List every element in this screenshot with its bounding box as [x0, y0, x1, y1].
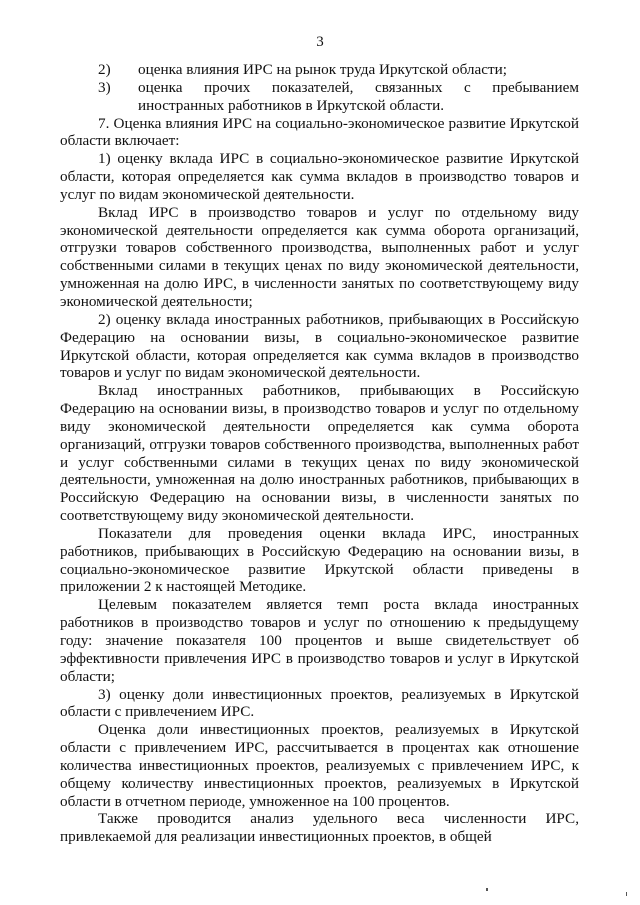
- paragraph: Вклад иностранных работников, прибывающих в Российскую Федерацию на основании визы, в производство товаров и услуг по отдельному виду экономической деятельности определяется как сумма оборота организаций, отгрузки товаров собственного производства, выполненных работ и услуг собственными силами в текущих ценах по виду экономической деятельности, умноженная на долю иностранных работников, прибывающих в Российскую Федерацию на основании визы, в численности занятых по соответствующему виду экономической деятельности.: [60, 382, 579, 525]
- paragraph: Целевым показателем является темп роста вклада иностранных работников в производство товаров и услуг по отношению к предыдущему году: значение показателя 100 процентов и выше свидетельствует об эффективности привлечения ИРС в производство товаров и услуг в Иркутской области;: [60, 596, 579, 685]
- paragraph: Также проводится анализ удельного веса численности ИРС, привлекаемой для реализации инвестиционных проектов, в общей: [60, 810, 579, 846]
- paragraph: 3) оценку доли инвестиционных проектов, реализуемых в Иркутской области с привлечением ИРС.: [60, 685, 579, 721]
- list-item-3: [60, 79, 579, 115]
- paragraph: Оценка доли инвестиционных проектов, реализуемых в Иркутской области с привлечением ИРС, рассчитывается в процентах как отношение количества инвестиционных проектов, реализуемых с привлечением ИРС, к общему количеству инвестиционных проектов, реализуемых в Иркутской области в отчетном периоде, умноженное на 100 процентов.: [60, 721, 579, 810]
- page-number: 3: [316, 34, 324, 50]
- list-item-number: 3): [98, 78, 111, 96]
- scan-artifact: [486, 888, 488, 891]
- paragraph: Показатели для проведения оценки вклада ИРС, иностранных работников, прибывающих в Российскую Федерацию на основании визы, в социально-экономическое развитие Иркутской области приведены в приложении 2 к настоящей Методике.: [60, 524, 579, 596]
- document-body: [60, 61, 579, 846]
- list-item-2: [60, 61, 579, 79]
- paragraph: 1) оценку вклада ИРС в социально-экономическое развитие Иркутской области, которая определяется как сумма вкладов в производство товаров и услуг по видам экономической деятельности.: [60, 150, 579, 203]
- scan-artifact: [626, 892, 627, 896]
- paragraph: Вклад ИРС в производство товаров и услуг по отдельному виду экономической деятельности определяется как сумма оборота организаций, отгрузки товаров собственного производства, выполненных работ и услуг собственными силами в текущих ценах по виду экономической деятельности, умноженная на долю ИРС, в численности занятых по соответствующему виду экономической деятельности;: [60, 203, 579, 310]
- list-item-text: оценка прочих показателей, связанных с пребыванием иностранных работников в Иркутской области.: [138, 78, 579, 114]
- paragraph: 2) оценку вклада иностранных работников, прибывающих в Российскую Федерацию на основании визы, в социально-экономическое развитие Иркутской области, которая определяется как сумма вкладов в производство товаров и услуг по видам экономической деятельности.: [60, 310, 579, 382]
- list-item-number: 2): [98, 61, 111, 78]
- list-item-text: оценка влияния ИРС на рынок труда Иркутской области;: [138, 61, 507, 78]
- paragraph: 7. Оценка влияния ИРС на социально-экономическое развитие Иркутской области включает:: [60, 114, 579, 150]
